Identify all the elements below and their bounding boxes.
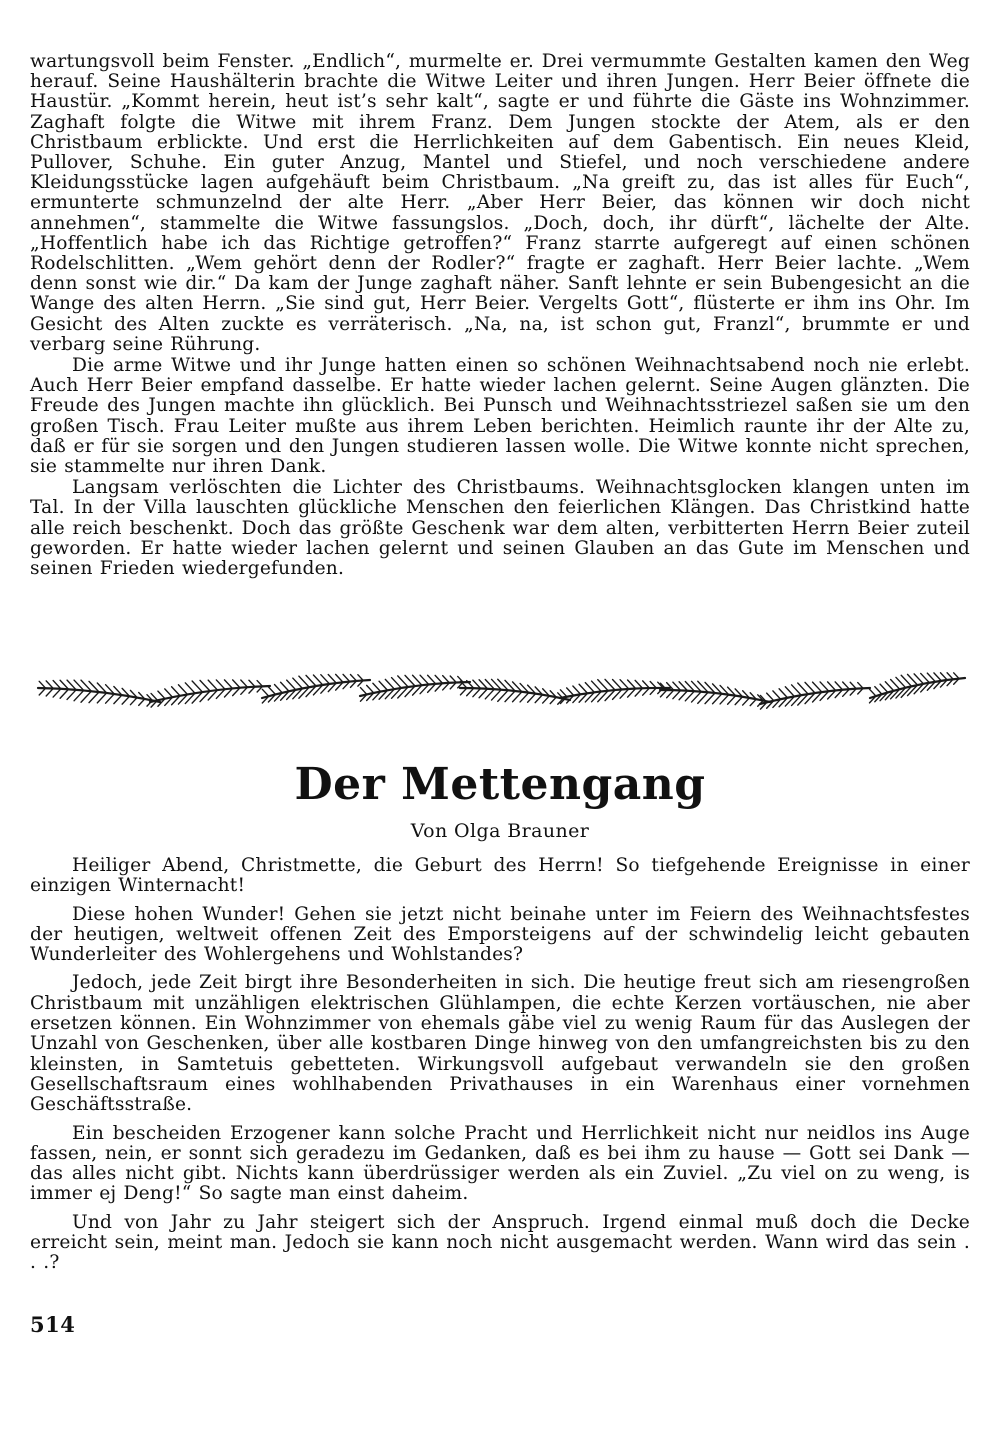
- article-paragraph-2: Diese hohen Wunder! Gehen sie jetzt nicht beinahe unter im Feiern des Weihnachtsfestes der heutigen, weltweit offenen Zeit des Emporsteigens auf der schwindelig leicht gebauten Wunderleiter des Wohlergehens und Wohlstandes?: [30, 903, 970, 966]
- article-author: Von Olga Brauner: [410, 820, 590, 842]
- story-paragraph-2: Die arme Witwe und ihr Junge hatten einen so schönen Weihnachtsabend noch nie erlebt. Auch Herr Beier empfand dasselbe. Er hatte wieder lachen gelernt. Seine Augen glänzten. Die Freude des Jungen machte ihn glücklich. Bei Punsch und Weihnachtsstriezel saßen sie um den großen Tisch. Frau Leiter mußte aus ihrem Leben berichten. Heimlich raunte ihr der Alte zu, daß er für sie sorgen und den Jungen studieren lassen wolle. Die Witwe konnte nicht sprechen, sie stammelte nur ihren Dank.: [30, 355, 970, 478]
- article-paragraph-4: Ein bescheiden Erzogener kann solche Pracht und Herrlichkeit nicht nur neidlos ins Auge fassen, nein, er sonnt sich geradezu im Gedanken, daß es bei ihm zu hause — Gott sei Dank — das alles nicht gibt. Nichts kann überdrüssiger werden als ein Zuviel. „Zu viel on zu weng, is immer ej Deng!“ So sagte man einst daheim.: [30, 1122, 970, 1205]
- story-paragraph-1: wartungsvoll beim Fenster. „Endlich“, murmelte er. Drei vermummte Gestalten kamen den Weg herauf. Seine Haushälterin brachte die Witwe Leiter und ihren Jungen. Herr Beier öffnete die Haustür. „Kommt herein, heut ist’s sehr kalt“, sagte er und führte die Gäste ins Wohnzimmer. Zaghaft folgte die Witwe mit ihrem Franz. Dem Jungen stockte der Atem, als er den Christbaum erblickte. Und erst die Herrlichkeiten auf dem Gabentisch. Ein neues Kleid, Pullover, Schuhe. Ein guter Anzug, Mantel und Stiefel, und noch verschiedene andere Kleidungsstücke lagen aufgehäuft beim Christbaum. „Na greift zu, das ist alles für Euch“, ermunterte schmunzelnd der alte Herr. „Aber Herr Beier, das können wir doch nicht annehmen“, stammelte die Witwe fassungslos. „Doch, doch, ihr dürft“, lächelte der Alte. „Hoffentlich habe ich das Richtige getroffen?“ Franz starrte aufgeregt auf einen schönen Rodelschlitten. „Wem gehört denn der Rodler?“ fragte er zaghaft. Herr Beier lachte. „Wem denn sonst wie dir.“ Da kam der Junge zaghaft näher. Sanft lehnte er sein Bubengesicht an die Wange des alten Herrn. „Sie sind gut, Herr Beier. Vergelts Gott“, flüsterte er ihm ins Ohr. Im Gesicht des Alten zuckte es verräterisch. „Na, na, ist schon gut, Franzl“, brummte er und verbarg seine Rührung.: [30, 51, 970, 355]
- article-title: Der Mettengang: [294, 759, 706, 810]
- article-paragraph-5: Und von Jahr zu Jahr steigert sich der Anspruch. Irgend einmal muß doch die Decke erreicht sein, meint man. Jedoch sie kann noch nicht ausgemacht werden. Wann wird das sein . . .?: [30, 1211, 970, 1274]
- article-paragraph-3: Jedoch, jede Zeit birgt ihre Besonderheiten in sich. Die heutige freut sich am riesengroßen Christbaum mit unzähligen elektrischen Glühlampen, die echte Kerzen vortäuschen, nie aber ersetzen können. Ein Wohnzimmer von ehemals gäbe viel zu wenig Raum für das Auslegen der Unzahl von Geschenken, über alle kostbaren Dinge hinweg von den umfangreichsten bis zu den kleinsten, in Samtetuis gebetteten. Wirkungsvoll aufgebaut verwandeln sie den großen Gesellschaftsraum eines wohlhabenden Privathauses in ein Warenhaus einer vornehmen Geschäftsstraße.: [30, 972, 970, 1116]
- page-number: 514: [30, 1312, 76, 1337]
- article-paragraph-1: Heiliger Abend, Christmette, die Geburt des Herrn! So tiefgehende Ereignisse in einer einzigen Winternacht!: [30, 855, 970, 897]
- story-paragraph-3: Langsam verlöschten die Lichter des Christbaums. Weihnachtsglocken klangen unten im Tal. In der Villa lauschten glückliche Menschen den feierlichen Klängen. Das Christkind hatte alle reich beschenkt. Doch das größte Geschenk war dem alten, verbitterten Herrn Beier zuteil geworden. Er hatte wieder lachen gelernt und seinen Glauben an das Gute im Menschen und seinen Frieden wiedergefunden.: [30, 477, 970, 580]
- story-continuation: [30, 52, 970, 579]
- fir-branch-garland-icon: [30, 658, 970, 730]
- article-body: [30, 856, 970, 1274]
